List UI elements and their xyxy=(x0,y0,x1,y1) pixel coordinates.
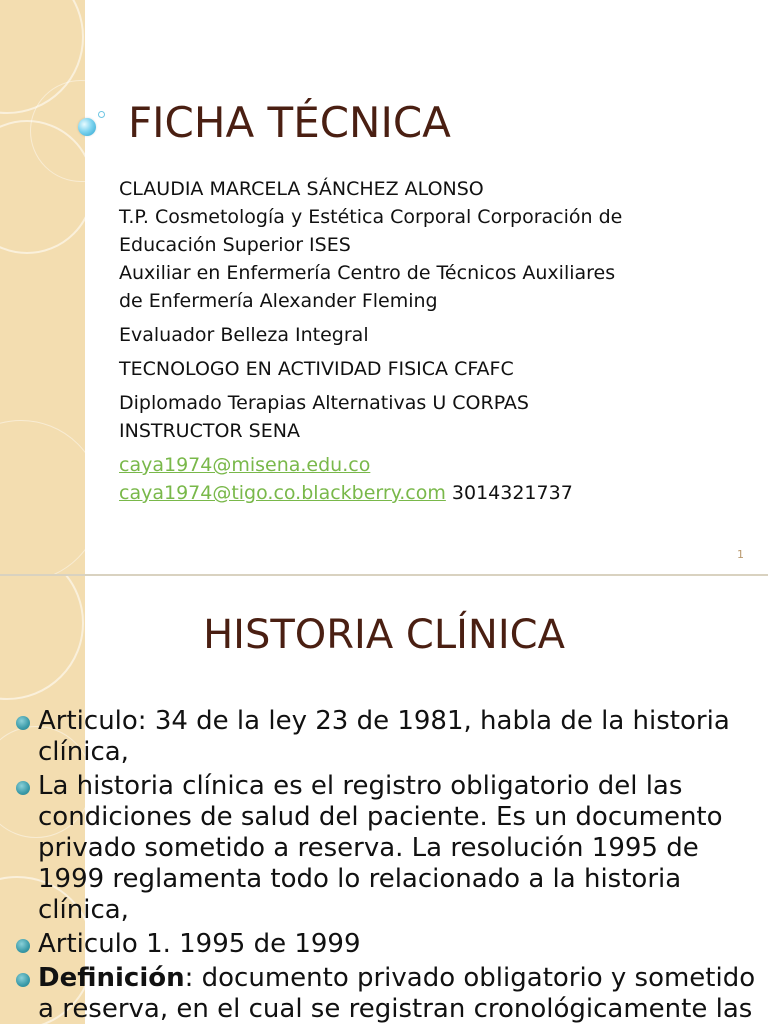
email-phone-line xyxy=(119,479,699,507)
phone-number: 3014321737 xyxy=(445,482,573,504)
list-item xyxy=(16,963,768,1024)
list-item xyxy=(16,706,768,768)
bullet-bold-term: Definición xyxy=(38,963,185,993)
bullet-text: Articulo: 34 de la ley 23 de 1981, habla de la historia clínica, xyxy=(38,706,730,767)
bullet-text: : documento privado obligatorio y sometido a reserva, en el cual se registran cronológicamente las xyxy=(38,963,756,1024)
bullet-icon xyxy=(16,716,30,730)
page-number: 1 xyxy=(737,548,744,561)
text-line: T.P. Cosmetología y Estética Corporal Corporación de xyxy=(119,206,623,228)
page-title: FICHA TÉCNICA xyxy=(128,98,451,147)
text-line: Diplomado Terapias Alternativas U CORPAS xyxy=(119,392,529,414)
bullet-list xyxy=(16,706,768,1024)
text-line: INSTRUCTOR SENA xyxy=(119,420,300,442)
list-item xyxy=(16,771,768,926)
decorative-ring xyxy=(0,120,85,254)
orb-icon xyxy=(78,118,96,136)
bullet-icon xyxy=(16,939,30,953)
text-line: TECNOLOGO EN ACTIVIDAD FISICA CFAFC xyxy=(119,358,514,380)
text-line: Evaluador Belleza Integral xyxy=(119,324,369,346)
list-item xyxy=(16,929,768,960)
bullet-icon xyxy=(16,781,30,795)
text-line: Educación Superior ISES xyxy=(119,234,351,256)
text-line: CLAUDIA MARCELA SÁNCHEZ ALONSO xyxy=(119,178,484,200)
email-line xyxy=(119,451,699,479)
small-orb-icon xyxy=(98,111,105,118)
text-line: Auxiliar en Enfermería Centro de Técnicos Auxiliares xyxy=(119,262,616,284)
slide-historia-clinica xyxy=(0,576,768,1024)
bullet-text: La historia clínica es el registro obligatorio del las condiciones de salud del paciente. Es un documento privado sometido a reserva. La resolución 1995 de 1999 reglamenta todo lo relacionado a la historia clínica, xyxy=(38,771,723,925)
email-link[interactable]: caya1974@misena.edu.co xyxy=(119,454,371,476)
email-link[interactable]: caya1974@tigo.co.blackberry.com xyxy=(119,482,446,504)
decorative-ring xyxy=(0,420,85,574)
bullet-icon xyxy=(16,973,30,987)
section-title: HISTORIA CLÍNICA xyxy=(203,612,565,658)
ficha-body xyxy=(119,175,699,507)
decorative-sidebar xyxy=(0,0,85,574)
bullet-text: Articulo 1. 1995 de 1999 xyxy=(38,929,361,959)
text-line: de Enfermería Alexander Fleming xyxy=(119,290,438,312)
